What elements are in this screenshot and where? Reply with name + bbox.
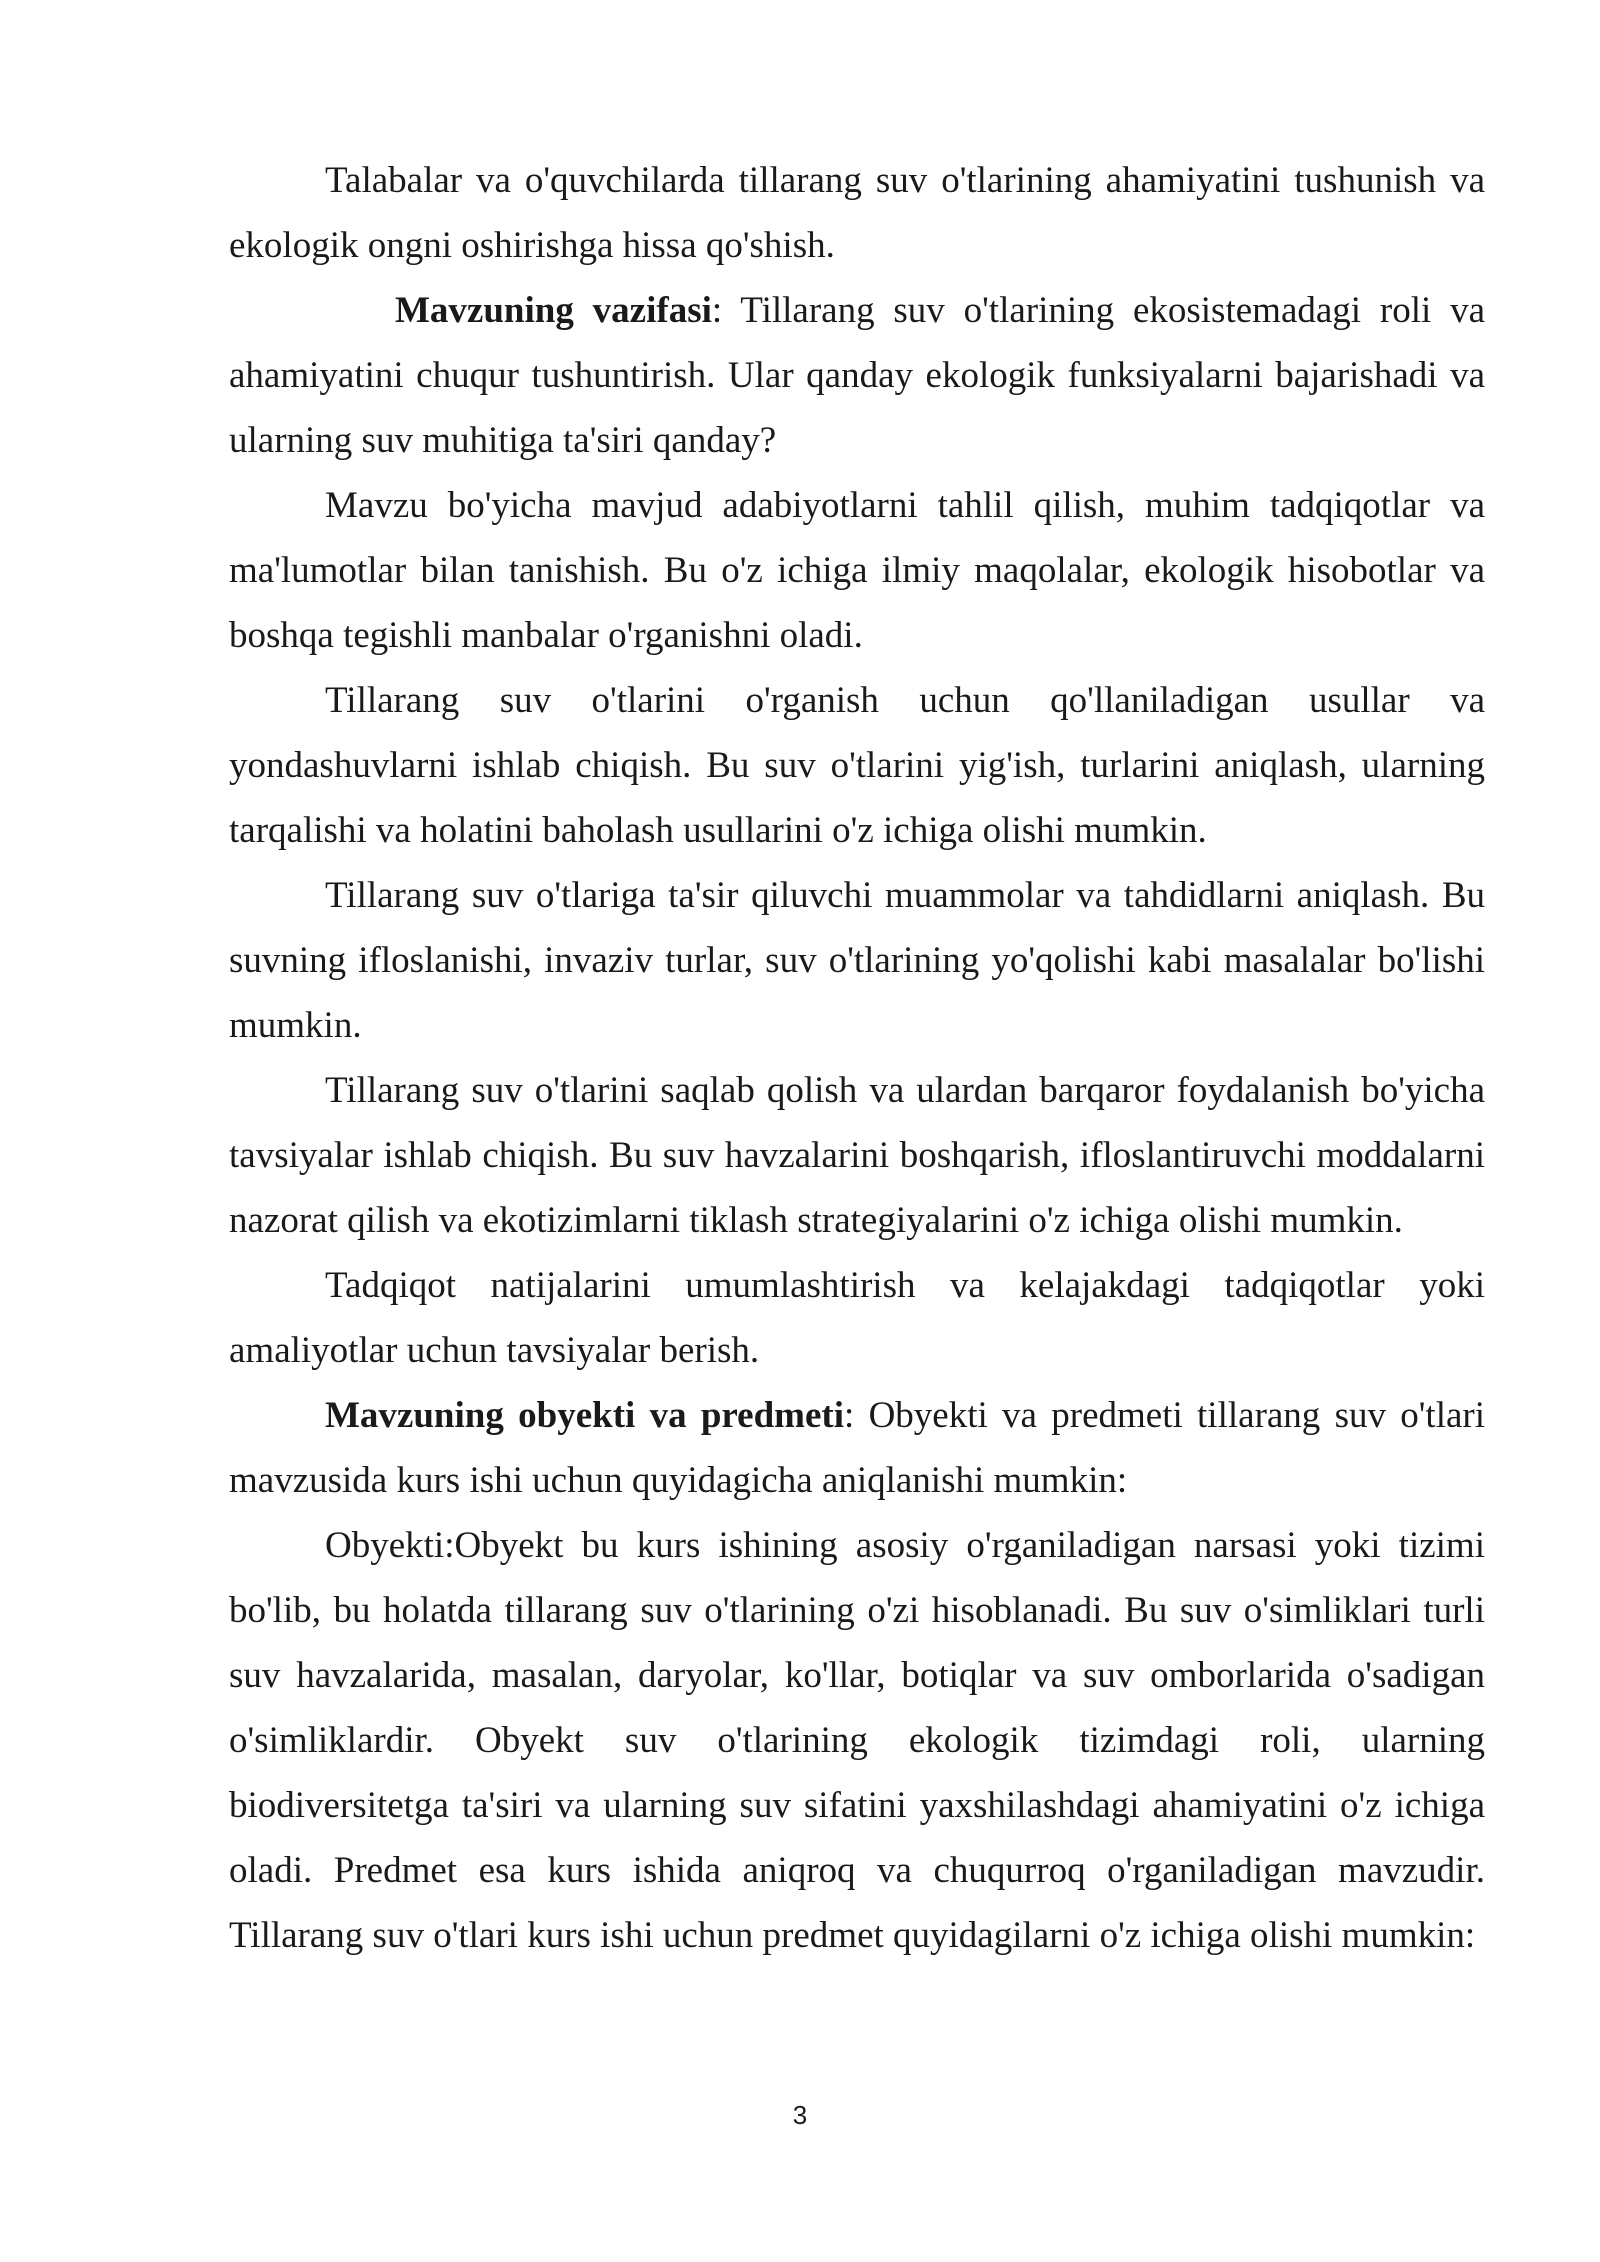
paragraph-object: Obyekti:Obyekt bu kurs ishining asosiy o'rganiladigan narsasi yoki tizimi bo'lib, bu holatda tillarang suv o'tlarining o'zi hisoblanadi. Bu suv o'simliklari turli suv havzalarida, masalan, daryolar, ko'llar, botiqlar va suv omborlarida o'sadigan o'simliklardir. Obyekt suv o'tlarining ekologik tizimdagi roli, ularning biodiversitetga ta'siri va ularning suv sifatini yaxshilashdagi ahamiyatini o'z ichiga oladi. Predmet esa kurs ishida aniqroq va chuqurroq o'rganiladigan mavzudir. Tillarang suv o'tlari kurs ishi uchun predmet quyidagilarni o'z ichiga olishi mumkin: [229, 1525, 1485, 1956]
document-body [229, 148, 1485, 1968]
paragraph-methods: Tillarang suv o'tlarini o'rganish uchun qo'llaniladigan usullar va yondashuvlarni ishlab chiqish. Bu suv o'tlarini yig'ish, turlarini aniqlash, ularning tarqalishi va holatini baholash usullarini o'z ichiga olishi mumkin. [229, 680, 1485, 851]
object-subject-text: : Obyekti va predmeti tillarang suv o'tlari mavzusida kurs ishi uchun quyidagicha aniqlanishi mumkin: [229, 1395, 1485, 1501]
object-subject-heading: Mavzuning obyekti va predmeti [325, 1395, 845, 1436]
paragraph-summary: Tadqiqot natijalarini umumlashtirish va kelajakdagi tadqiqotlar yoki amaliyotlar uchun tavsiyalar berish. [229, 1265, 1485, 1371]
paragraph-goal: Talabalar va o'quvchilarda tillarang suv o'tlarining ahamiyatini tushunish va ekologik ongni oshirishga hissa qo'shish. [229, 160, 1485, 266]
paragraph-task [229, 278, 1485, 473]
paragraph-literature: Mavzu bo'yicha mavjud adabiyotlarni tahlil qilish, muhim tadqiqotlar va ma'lumotlar bilan tanishish. Bu o'z ichiga ilmiy maqolalar, ekologik hisobotlar va boshqa tegishli manbalar o'rganishni oladi. [229, 485, 1485, 656]
task-heading: Mavzuning vazifasi [395, 290, 712, 331]
paragraph-threats: Tillarang suv o'tlariga ta'sir qiluvchi muammolar va tahdidlarni aniqlash. Bu suvning ifloslanishi, invaziv turlar, suv o'tlarining yo'qolishi kabi masalalar bo'lishi mumkin. [229, 875, 1485, 1046]
task-text: : Tillarang suv o'tlarining ekosistemadagi roli va ahamiyatini chuqur tushuntirish. Ular qanday ekologik funksiyalarni bajarishadi va ularning suv muhitiga ta'siri qanday? [229, 290, 1485, 461]
paragraph-object-subject [229, 1383, 1485, 1513]
paragraph-recommendations: Tillarang suv o'tlarini saqlab qolish va ulardan barqaror foydalanish bo'yicha tavsiyalar ishlab chiqish. Bu suv havzalarini boshqarish, ifloslantiruvchi moddalarni nazorat qilish va ekotizimlarni tiklash strategiyalarini o'z ichiga olishi mumkin. [229, 1070, 1485, 1241]
page-number: 3 [792, 2100, 808, 2130]
